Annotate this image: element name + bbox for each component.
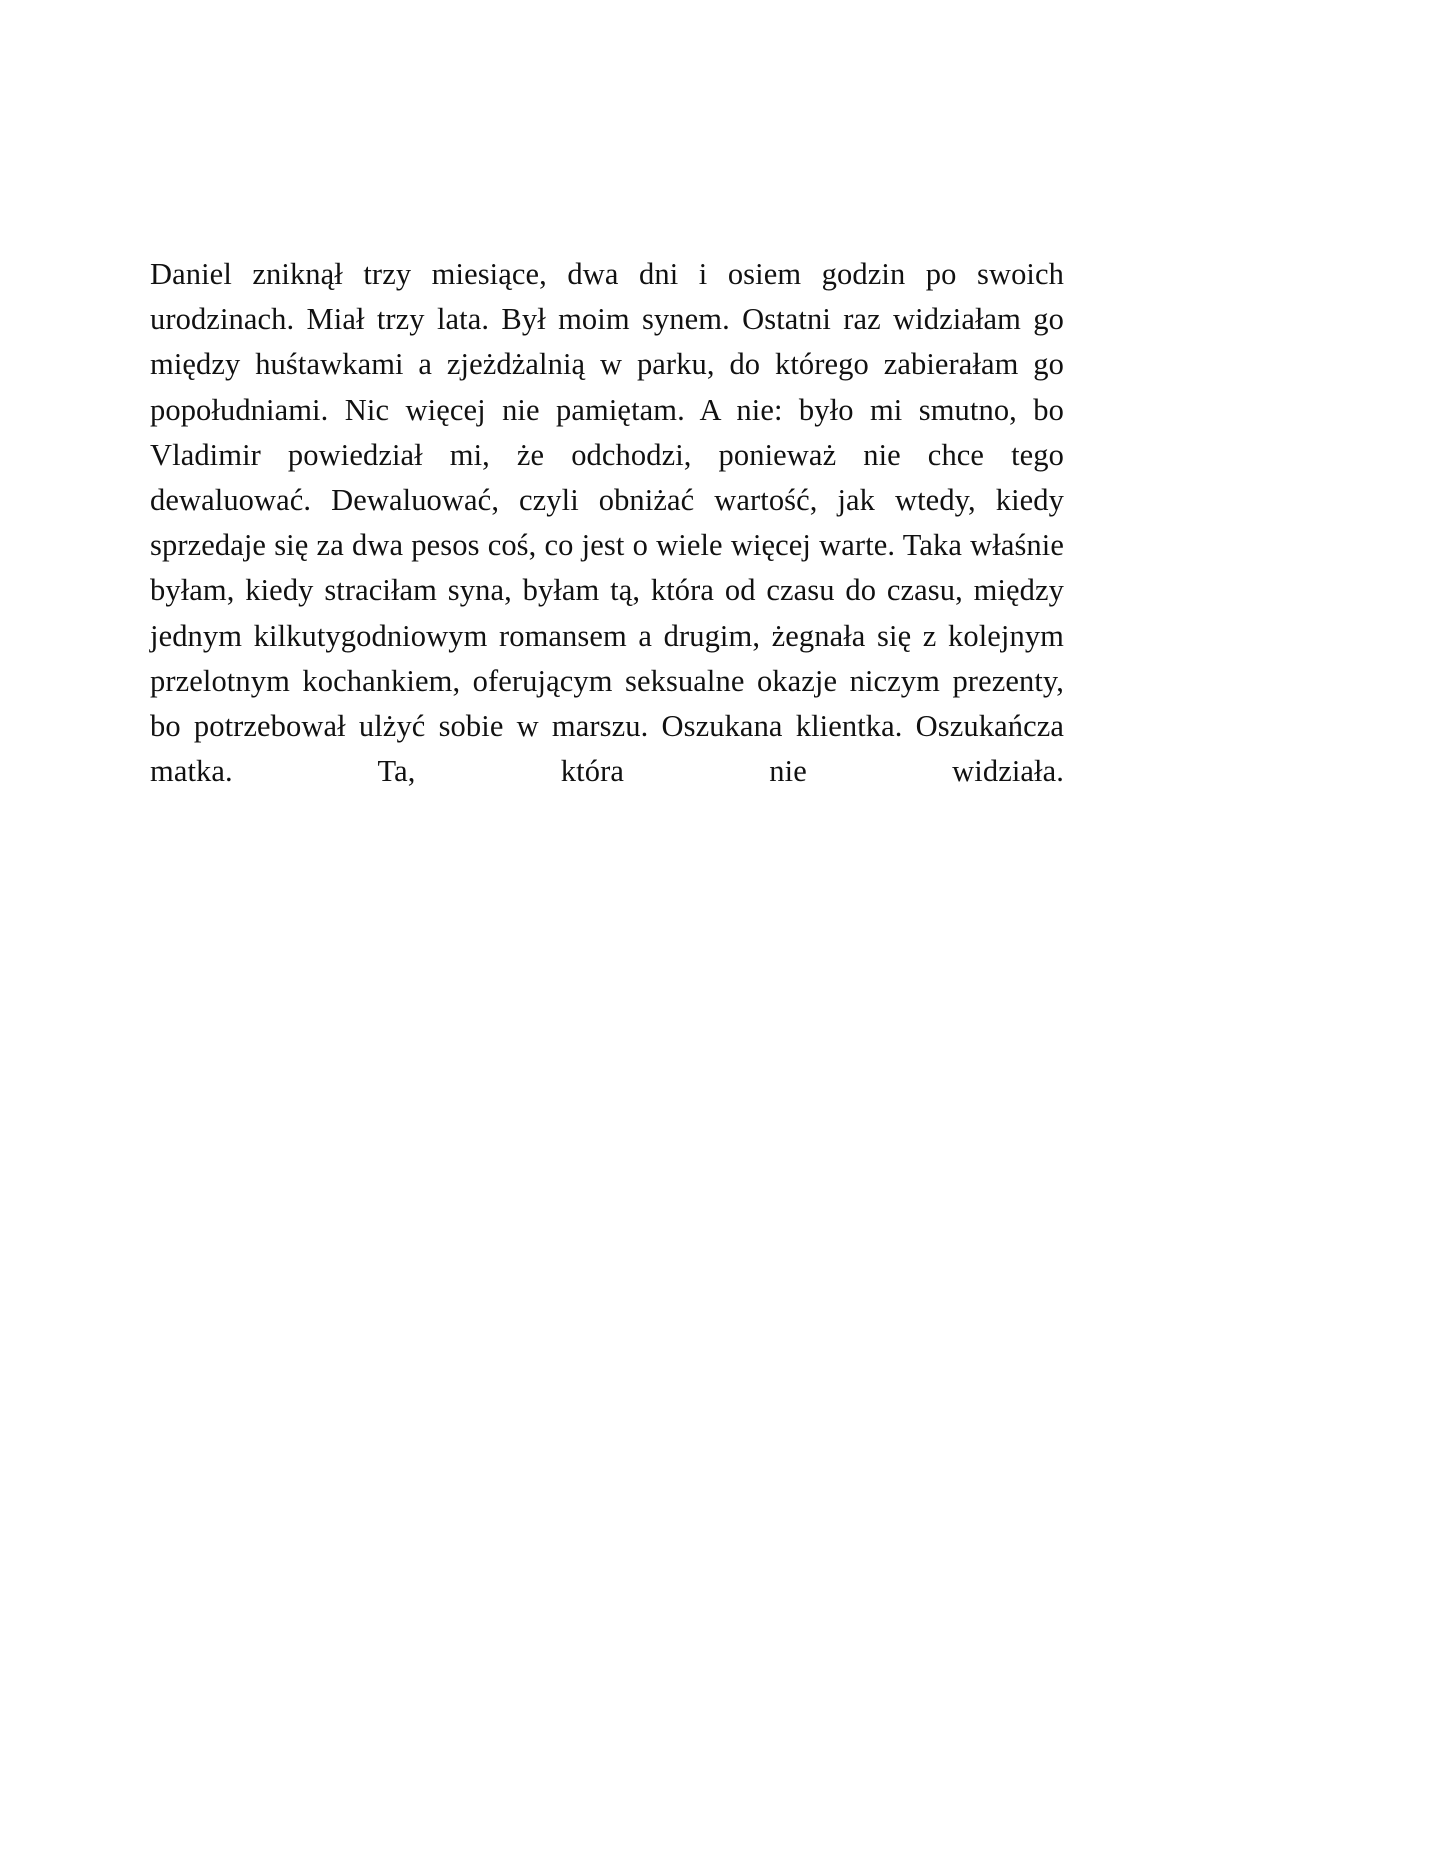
text-column [150, 252, 1064, 840]
body-paragraph: Daniel zniknął trzy miesiące, dwa dni i osiem godzin po swoich urodzinach. Miał trzy lata. Był moim synem. Ostatni raz widziałam go między huśtawkami a zjeżdżalnią w parku, do którego zabierałam go popołudniami. Nic więcej nie pamiętam. A nie: było mi smutno, bo Vladimir powiedział mi, że odchodzi, ponieważ nie chce tego dewaluować. Dewaluować, czyli obniżać wartość, jak wtedy, kiedy sprzedaje się za dwa pesos coś, co jest o wiele więcej warte. Taka właśnie byłam, kiedy straciłam syna, byłam tą, która od czasu do czasu, między jednym kilkutygodniowym romansem a drugim, żegnała się z kolejnym przelotnym kochankiem, oferującym seksualne okazje niczym prezenty, bo potrzebował ulżyć sobie w marszu. Oszukana klientka. Oszukańcza matka. Ta, która nie widziała. [150, 257, 1064, 789]
